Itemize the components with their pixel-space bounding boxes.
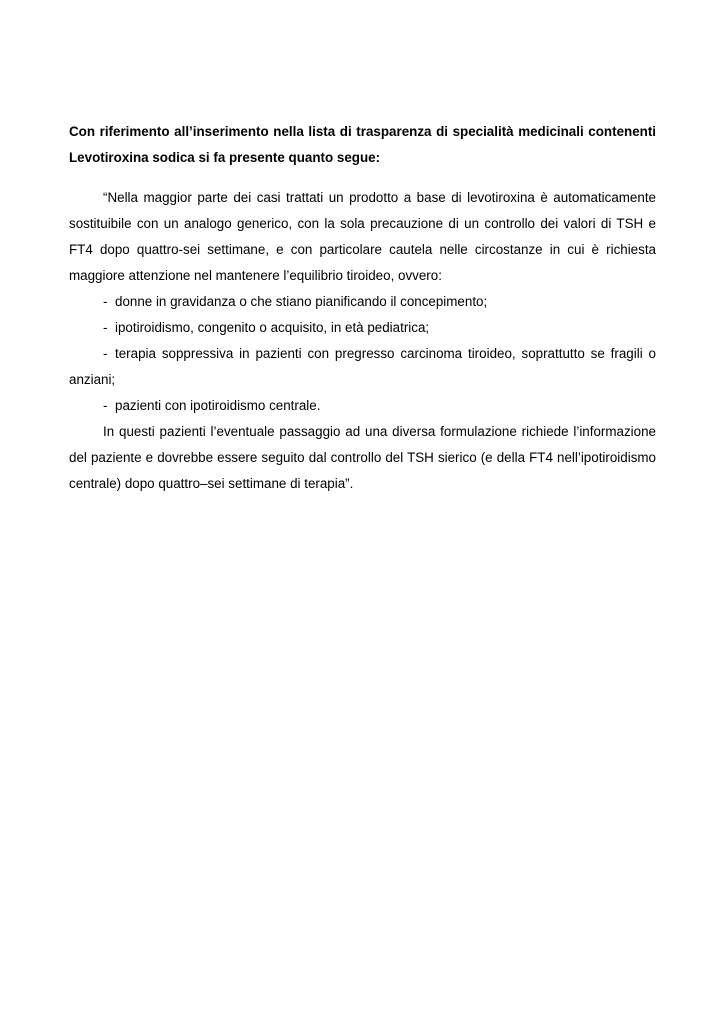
list-item: [69, 393, 656, 419]
list-item-text: ipotiroidismo, congenito o acquisito, in età pediatrica;: [115, 320, 430, 335]
list-dash: -: [103, 320, 108, 335]
list-dash: -: [103, 398, 108, 413]
document-body: [69, 119, 656, 497]
list-item: [69, 315, 656, 341]
intro-paragraph: Con riferimento all’inserimento nella lista di trasparenza di specialità medicinali contenenti Levotiroxina sodica si fa presente quanto segue:: [69, 124, 656, 165]
quoted-text: [69, 185, 656, 497]
closing-paragraph: In questi pazienti l’eventuale passaggio ad una diversa formulazione richiede l’informazione del paziente e dovrebbe essere seguito dal controllo del TSH sierico (e della FT4 nell’ipotiroidismo centrale) dopo quattro–sei settimane di terapia”.: [69, 424, 656, 491]
list-item: [69, 289, 656, 315]
list-item-text: donne in gravidanza o che stiano pianificando il concepimento;: [115, 294, 488, 309]
list-dash: -: [103, 346, 108, 361]
quote-opening-paragraph: “Nella maggior parte dei casi trattati un prodotto a base di levotiroxina è automaticamente sostituibile con un analogo generico, con la sola precauzione di un controllo dei valori di TSH e FT4 dopo quattro-sei settimane, e con particolare cautela nelle circostanze in cui è richiesta maggiore attenzione nel mantenere l’equilibrio tiroideo, ovvero:: [69, 190, 656, 283]
list-item: [69, 341, 656, 393]
conditions-list: [69, 289, 656, 419]
list-item-text: pazienti con ipotiroidismo centrale.: [115, 398, 321, 413]
list-item-text: terapia soppressiva in pazienti con pregresso carcinoma tiroideo, soprattutto se fragili o anziani;: [69, 346, 656, 387]
list-dash: -: [103, 294, 108, 309]
